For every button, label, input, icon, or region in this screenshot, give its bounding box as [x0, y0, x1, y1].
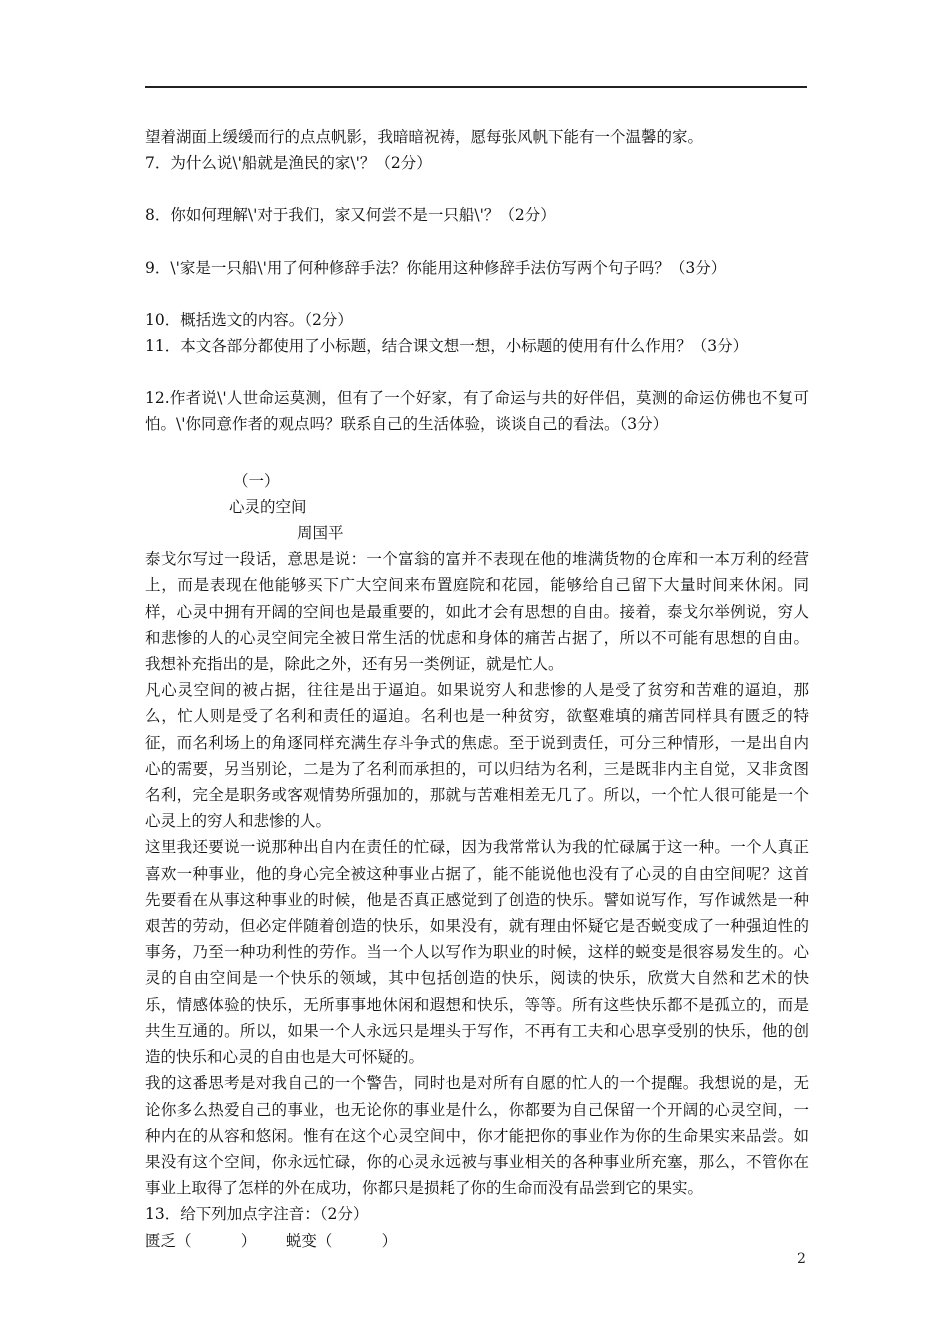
page-number: 2 — [797, 1251, 806, 1267]
answer-space — [145, 281, 809, 307]
question-11: 11．本文各部分都使用了小标题，结合课文想一想，小标题的使用有什么作用？（3分） — [145, 337, 749, 356]
document-body — [145, 124, 809, 1254]
article-paragraph-1: 泰戈尔写过一段话，意思是说：一个富翁的富并不表现在他的堆满货物的仓库和一本万利的经营上，而是表现在他能够买下广大空间来布置庭院和花园，能够给自己留下大量时间来休闲。同样，心灵中拥有开阔的空间也是最重要的，如此才会有思想的自由。接着，泰戈尔举例说，穷人和悲惨的人的心灵空间完全被日常生活的忧虑和身体的痛苦占据了，所以不可能有思想的自由。我想补充指出的是，除此之外，还有另一类例证，就是忙人。 — [145, 550, 809, 674]
question-9: 9．\'家是一只船\'用了何种修辞手法？你能用这种修辞手法仿写两个句子吗？（3分） — [145, 258, 727, 277]
article-paragraph-3: 这里我还要说一说那种出自内在责任的忙碌，因为我常常认为我的忙碌属于这一种。一个人真正喜欢一种事业，他的身心完全被这种事业占据了，能不能说他也没有了心灵的自由空间呢？这首先要看在从事这种事业的时候，他是否真正感觉到了创造的快乐。譬如说写作，写作诚然是一种艰苦的劳动，但必定伴随着创造的快乐，如果没有，就有理由怀疑它是否蜕变成了一种强迫性的事务，乃至一种功利性的劳作。当一个人以写作为职业的时候，这样的蜕变是很容易发生的。心灵的自由空间是一个快乐的领域，其中包括创造的快乐，阅读的快乐，欣赏大自然和艺术的快乐，情感体验的快乐，无所事事地休闲和遐想和快乐，等等。所有这些快乐都不是孤立的，而是共生互通的。所以，如果一个人永远只是埋头于写作，不再有工夫和心思享受别的快乐，他的创造的快乐和心灵的自由也是大可怀疑的。 — [145, 838, 809, 1067]
section-number: （一） — [233, 471, 280, 490]
answer-space — [145, 438, 809, 464]
question-10: 10．概括选文的内容。（2分） — [145, 310, 353, 329]
article-author: 周国平 — [297, 524, 344, 543]
question-13: 13．给下列加点字注音：（2分） — [145, 1205, 369, 1224]
question-7: 7．为什么说\'船就是渔民的家\'？（2分） — [145, 154, 432, 173]
question-8: 8．你如何理解\'对于我们，家又何尝不是一只船\'？（2分） — [145, 206, 556, 225]
question-12: 12.作者说\'人世命运莫测，但有了一个好家，有了命运与共的好伴侣，莫测的命运仿佛也不复可怕。\'你同意作者的观点吗？联系自己的生活体验，谈谈自己的看法。（3分） — [145, 389, 809, 434]
pinyin-fill-in: 匮乏（ ） 蜕变（ ） — [145, 1231, 398, 1250]
article-paragraph-2: 凡心灵空间的被占据，往往是出于逼迫。如果说穷人和悲惨的人是受了贫穷和苦难的逼迫，那么，忙人则是受了名利和责任的逼迫。名利也是一种贫穷，欲壑难填的痛苦同样具有匮乏的特征，而名利场上的角逐同样充满生存斗争式的焦虑。至于说到责任，可分三种情形，一是出自内心的需要，另当别论，二是为了名利而承担的，可以归结为名利，三是既非内主自觉，又非贪图名利，完全是职务或客观情势所强加的，那就与苦难相差无几了。所以，一个忙人很可能是一个心灵上的穷人和悲惨的人。 — [145, 681, 809, 831]
answer-space — [145, 229, 809, 255]
article-title: 心灵的空间 — [229, 497, 307, 516]
answer-space — [145, 359, 809, 385]
header-rule — [145, 86, 807, 88]
intro-line: 望着湖面上缓缓而行的点点帆影，我暗暗祝祷，愿每张风帆下能有一个温馨的家。 — [145, 128, 704, 146]
article-paragraph-4: 我的这番思考是对我自己的一个警告，同时也是对所有自愿的忙人的一个提醒。我想说的是，无论你多么热爱自己的事业，也无论你的事业是什么，你都要为自己保留一个开阔的心灵空间，一种内在的从容和悠闲。惟有在这个心灵空间中，你才能把你的事业作为你的生命果实来品尝。如果没有这个空间，你永远忙碌，你的心灵永远被与事业相关的各种事业所充塞，那么，不管你在事业上取得了怎样的外在成功，你都只是损耗了你的生命而没有品尝到它的果实。 — [145, 1074, 809, 1198]
answer-space — [145, 176, 809, 202]
